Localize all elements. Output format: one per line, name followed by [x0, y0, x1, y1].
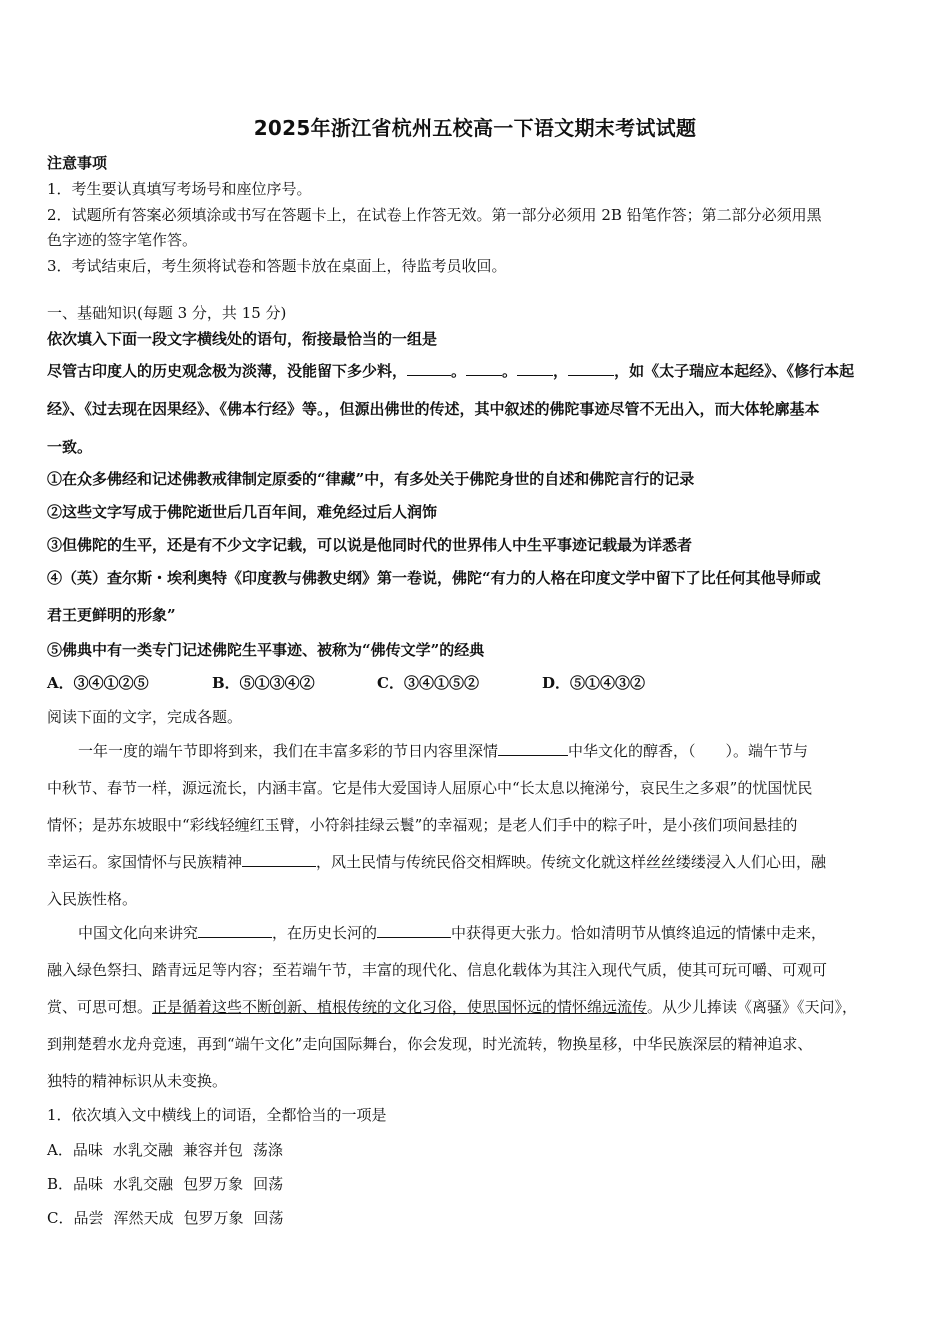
underlined-sentence: 正是循着这些不断创新、植根传统的文化习俗，使思国怀远的情怀绵远流传: [152, 998, 648, 1016]
paragraph-line: 中秋节、春节一样，源远流长，内涵丰富。它是伟大爱国诗人屈原心中“长太息以掩涕兮，哀民生之多艰”的忧国忧民: [47, 779, 813, 797]
paragraph-line: [47, 996, 857, 1017]
notice-item: 色字迹的签字笔作答。: [47, 231, 198, 249]
paragraph-line: 到荆楚碧水龙舟竞速，再到“端午文化”走向国际舞台，你会发现，时光流转，物换星移，中华民族深层的精神追求、: [47, 1035, 813, 1053]
paragraph-text: 中获得更大张力。恰如清明节从慎终追远的情愫中走来，: [451, 924, 827, 942]
paragraph-line: 独特的精神标识从未变换。: [47, 1072, 228, 1090]
paragraph-line: 融入绿色祭扫、踏青远足等内容；至若端午节，丰富的现代化、信息化载体为其注入现代气质，使其可玩可嚼、可观可: [47, 961, 828, 979]
answer-blank: [466, 361, 502, 376]
paragraph-line: 入民族性格。: [47, 890, 138, 908]
paragraph-text: ，在历史长河的: [272, 924, 378, 942]
paragraph-line: [47, 851, 826, 872]
choice-word: 包罗万象: [183, 1209, 244, 1227]
paragraph-line: [78, 740, 808, 761]
passage-punct: 。: [451, 362, 467, 380]
paragraph-text: 一年一度的端午节即将到来，我们在丰富多彩的节日内容里深情: [78, 742, 499, 760]
question-1: 1．依次填入文中横线上的词语，全都恰当的一项是: [47, 1106, 387, 1124]
choice-word: 回荡: [253, 1209, 284, 1227]
answer-blank: [498, 741, 568, 756]
option-c[interactable]: C．③④①⑤②: [377, 674, 479, 692]
passage-line: 经》、《过去现在因果经》、《佛本行经》等。，但源出佛世的传述，其中叙述的佛陀事迹尽管不无出入，而大体轮廓基本: [47, 400, 820, 418]
paragraph-text: 幸运石。家国情怀与民族精神: [47, 853, 243, 871]
statement-4-cont: 君王更鲜明的形象”: [47, 606, 176, 624]
choice-word: 兼容并包: [182, 1141, 243, 1159]
choice-word: 荡涤: [252, 1141, 283, 1159]
choice-a[interactable]: [47, 1139, 283, 1160]
answer-blank: [407, 361, 451, 376]
paragraph-text: ，风土民情与传统民俗交相辉映。传统文化就这样丝丝缕缕浸入人们心田，融: [316, 853, 827, 871]
choice-word: 品尝: [73, 1209, 104, 1227]
choice-word: 品味: [72, 1141, 103, 1159]
passage-line: 一致。: [47, 438, 93, 456]
passage-line: [47, 360, 854, 381]
statement-3: ③但佛陀的生平，还是有不少文字记载，可以说是他同时代的世界伟人中生平事迹记载最为详悉者: [47, 536, 693, 554]
question-stem: 依次填入下面一段文字横线处的语句，衔接最恰当的一组是: [47, 330, 438, 348]
option-b[interactable]: B．⑤①③④②: [212, 674, 315, 692]
paragraph-line: 情怀；是苏东坡眼中“彩线轻缠红玉臂，小符斜挂绿云鬟”的幸福观；是老人们手中的粽子叶，是小孩们项间悬挂的: [47, 816, 798, 834]
answer-blank: [198, 923, 272, 938]
option-d[interactable]: D．⑤①④③②: [542, 674, 646, 692]
answer-blank: [242, 852, 316, 867]
notice-item: 3．考试结束后，考生须将试卷和答题卡放在桌面上，待监考员收回。: [47, 257, 507, 275]
passage-punct: 。: [502, 362, 518, 380]
choice-letter: B．: [47, 1175, 74, 1193]
choice-b[interactable]: [47, 1173, 283, 1194]
paragraph-text: 。从少儿捧读《离骚》《天问》，: [647, 998, 858, 1016]
statement-4: ④（英）查尔斯・埃利奥特《印度教与佛教史纲》第一卷说，佛陀“有力的人格在印度文学中留下了比任何其他导师或: [47, 569, 821, 587]
paragraph-text: 赏、可思可想。: [47, 998, 153, 1016]
choice-letter: A．: [47, 1141, 73, 1159]
passage-punct: ，: [553, 362, 569, 380]
choice-letter: C．: [47, 1209, 74, 1227]
reading-intro: 阅读下面的文字，完成各题。: [47, 708, 243, 726]
passage-text: ，如《太子瑞应本起经》、《修行本起: [614, 362, 855, 380]
statement-2: ②这些文字写成于佛陀逝世后几百年间，难免经过后人润饰: [47, 503, 438, 521]
answer-blank: [568, 361, 614, 376]
paragraph-line: [78, 922, 826, 943]
answer-options: [47, 672, 645, 693]
statement-1: ①在众多佛经和记述佛教戒律制定原委的“律藏”中，有多处关于佛陀身世的自述和佛陀言行的记录: [47, 470, 695, 488]
passage-text: 尽管古印度人的历史观念极为淡薄，没能留下多少料，: [47, 362, 408, 380]
notice-heading: 注意事项: [47, 154, 108, 172]
notice-item: 2．试题所有答案必须填涂或书写在答题卡上，在试卷上作答无效。第一部分必须用 2B 铅笔作答；第二部分必须用黑: [47, 206, 822, 224]
choice-word: 水乳交融: [112, 1141, 173, 1159]
choice-word: 回荡: [253, 1175, 284, 1193]
answer-blank: [377, 923, 451, 938]
choice-word: 包罗万象: [183, 1175, 244, 1193]
notice-item: 1．考生要认真填写考场号和座位序号。: [47, 180, 312, 198]
section-heading: 一、基础知识(每题 3 分，共 15 分): [47, 304, 287, 322]
statement-5: ⑤佛典中有一类专门记述佛陀生平事迹、被称为“佛传文学”的经典: [47, 641, 485, 659]
option-a[interactable]: A．③④①②⑤: [47, 674, 149, 692]
paragraph-text: 中国文化向来讲究: [78, 924, 199, 942]
choice-c[interactable]: [47, 1207, 284, 1228]
choice-word: 浑然天成: [113, 1209, 174, 1227]
paragraph-text: 中华文化的醇香，（ ）。端午节与: [568, 742, 809, 760]
answer-blank: [517, 361, 553, 376]
choice-word: 水乳交融: [113, 1175, 174, 1193]
page-title: 2025年浙江省杭州五校高一下语文期末考试试题: [253, 116, 697, 140]
choice-word: 品味: [73, 1175, 104, 1193]
